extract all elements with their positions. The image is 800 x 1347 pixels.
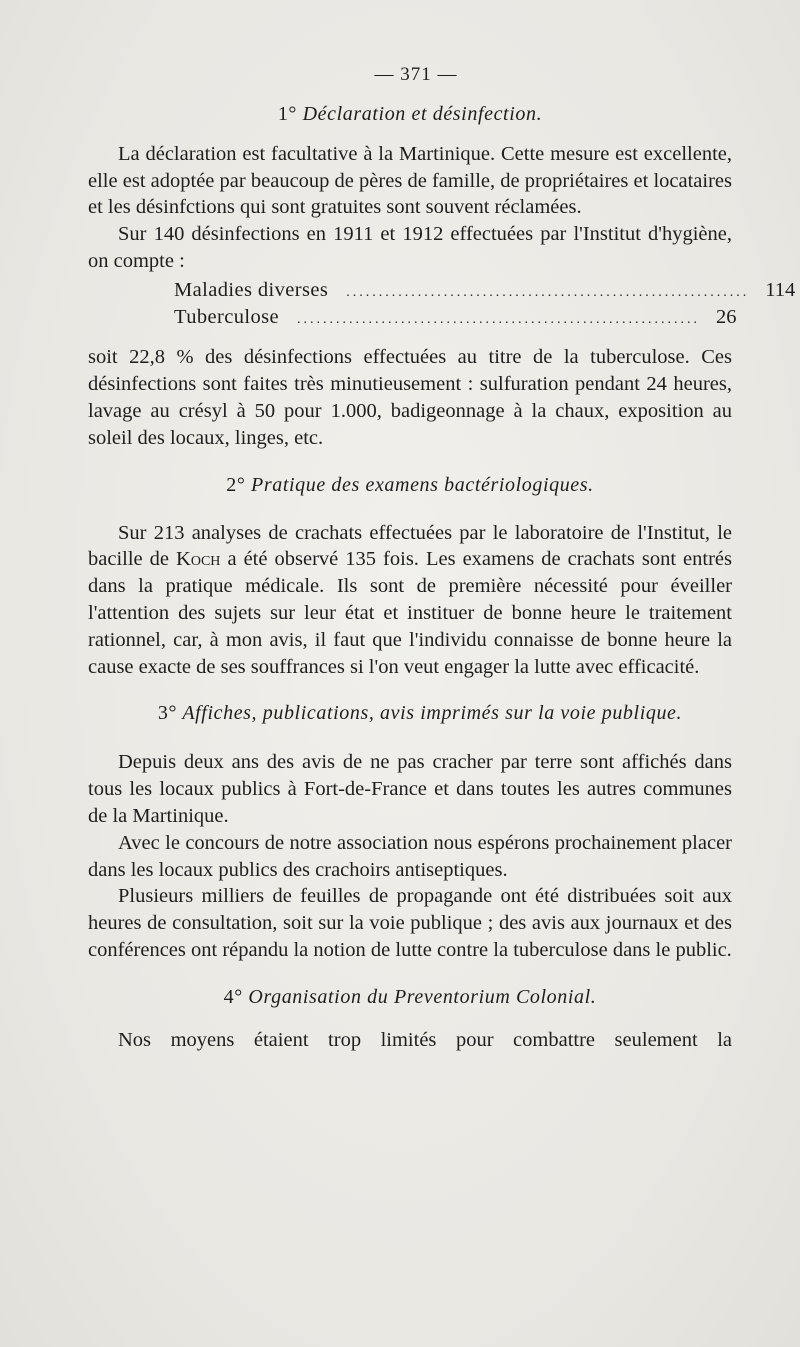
section-heading-preventorium <box>88 984 732 1010</box>
paragraph-propaganda: Plusieurs milliers de feuilles de propagande ont été distribuées soit aux heures de consultation, soit sur la voie publique ; des avis aux journaux et des conférences ont répandu la notion de lutte contre la tuberculose dans le public. <box>88 885 732 961</box>
section-number: 4° <box>223 985 243 1008</box>
author-name-koch: Koch <box>176 548 221 571</box>
paragraph-tuberculosis-share: soit 22,8 % des désinfections effectuées au titre de la tuberculose. Ces désinfections sont faites très minutieusement : sulfuration pendant 24 heures, lavage au crésyl à 50 pour 1.000, badigeonnage à la chaux, exposition au soleil des locaux, linges, etc. <box>88 346 732 449</box>
section-title: Organisation du Preventorium Colonial. <box>248 985 597 1008</box>
paragraph-disinfection-count: Sur 140 désinfections en 1911 et 1912 effectuées par l'Institut d'hygiène, on compte : <box>88 223 732 272</box>
section-title: Déclaration et désinfection. <box>302 102 543 125</box>
paragraph-text: a été observé 135 fois. Les examens de crachats sont entrés dans la pratique médicale. Ils sont de première nécessité pour éveiller l'attention des sujets sur leur état et instituer de bonne heure le traitement rationnel, car, à mon avis, il faut que l'individu connaisse de bonne heure la cause exacte de ses souffrances si l'on veut engager la lutte avec efficacité. <box>88 548 733 678</box>
paragraph-sputum-analyses <box>88 520 732 681</box>
table-row <box>174 304 737 331</box>
section-heading-posters <box>108 700 732 726</box>
section-heading-bacteriology <box>88 472 732 498</box>
section-title: Affiches, publications, avis imprimés sur la voie publique. <box>182 702 683 725</box>
table-row-label: Tuberculose <box>174 305 279 328</box>
section-heading-declaration <box>88 101 732 127</box>
page-number: — 371 — <box>374 64 458 85</box>
dot-leader: .............................................................. <box>346 284 750 300</box>
paragraph-spittoons: Avec le concours de notre association nous espérons prochainement placer dans les locaux publics des crachoirs antiseptiques. <box>88 831 732 881</box>
paragraph-declaration-intro: La déclaration est facultative à la Martinique. Cette mesure est excellente, elle est adoptée par beaucoup de pères de famille, de propriétaires et locataires et les désinfctions qui sont gratuites sont souvent réclamées. <box>88 142 732 219</box>
section-number: 2° <box>226 473 246 496</box>
page-text-block <box>88 62 796 1054</box>
section-number: 3° <box>157 702 178 725</box>
table-row-value: 114 <box>765 278 796 301</box>
dot-leader: .............................................................. <box>297 311 700 327</box>
disinfection-table <box>174 277 796 331</box>
section-number: 1° <box>277 102 298 125</box>
table-row <box>174 277 796 304</box>
paragraph-text: Sur 213 analyses de crachats effectuées par le laboratoire de l'Institut, le bacille de <box>88 521 732 571</box>
paragraph-preventorium-intro: Nos moyens étaient trop limités pour combattre seulement la <box>118 1028 732 1051</box>
table-row-value: 26 <box>716 305 737 328</box>
table-row-label: Maladies diverses <box>174 278 329 301</box>
section-title: Pratique des examens bactériologiques. <box>251 473 594 496</box>
paragraph-no-spitting-notices: Depuis deux ans des avis de ne pas cracher par terre sont affichés dans tous les locaux publics à Fort-de-France et dans toutes les autres communes de la Martinique. <box>88 751 732 827</box>
